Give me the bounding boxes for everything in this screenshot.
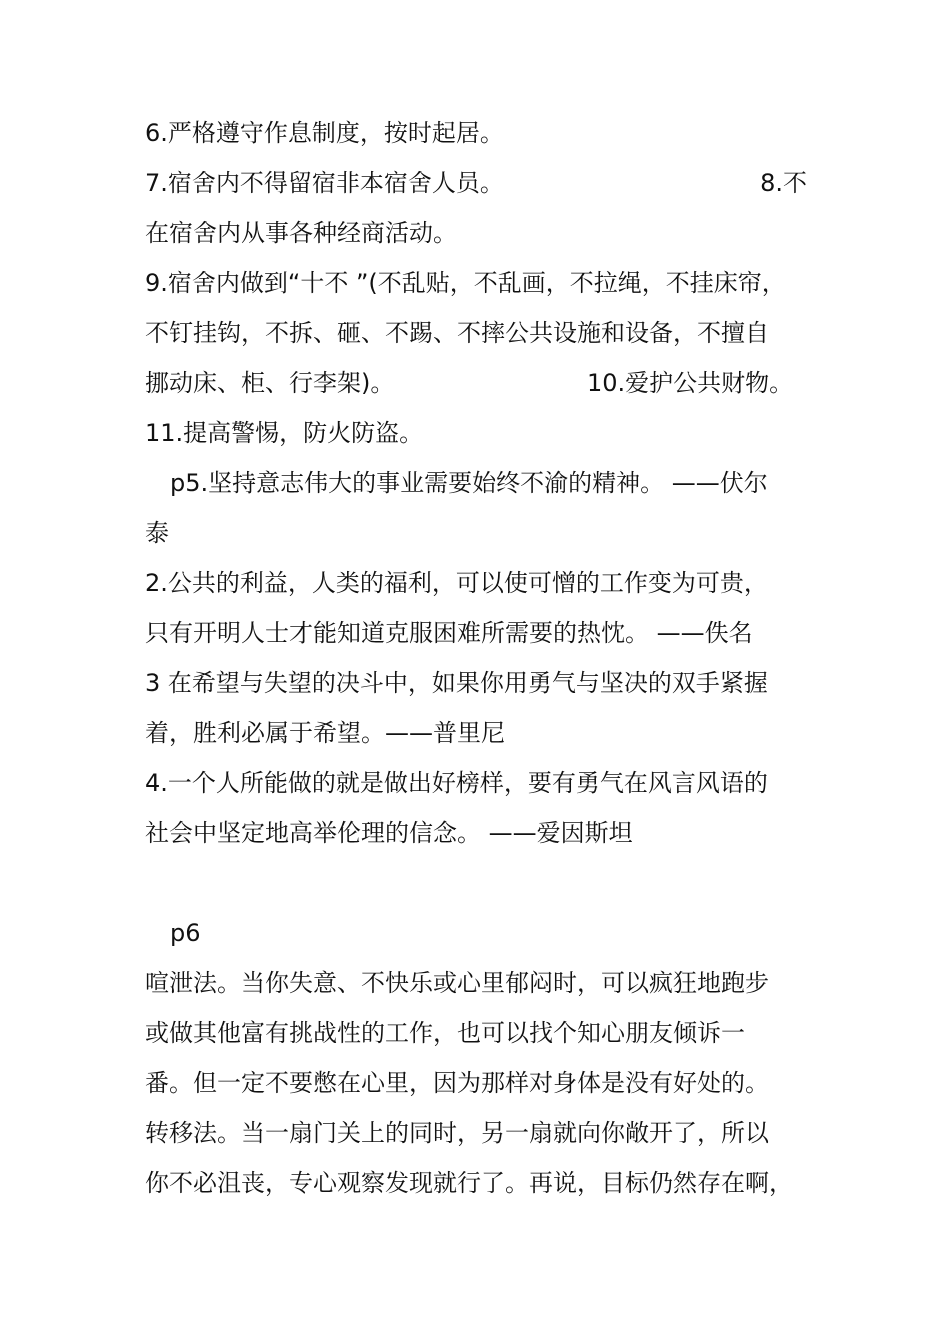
line-text: 3 在希望与失望的决斗中，如果你用勇气与坚决的双手紧握 [145,669,768,697]
line-text: 喧泄法。当你失意、不快乐或心里郁闷时，可以疯狂地跑步 [145,969,769,997]
text-line [145,513,807,553]
text-line [145,563,807,603]
text-line [145,463,807,503]
line-text: 社会中坚定地高举伦理的信念。 ——爱因斯坦 [145,819,633,847]
line-text: 8.不 [760,169,807,197]
text-line [145,113,807,153]
line-text: 10.爱护公共财物。 [587,369,794,397]
text-line [145,1163,807,1203]
line-text: 不钉挂钩，不拆、砸、不踢、不摔公共设施和设备，不擅自 [145,319,769,347]
line-text: 或做其他富有挑战性的工作，也可以找个知心朋友倾诉一 [145,1019,745,1047]
line-text: 你不必沮丧，专心观察发现就行了。再说，目标仍然存在啊， [145,1169,793,1197]
line-text: 番。但一定不要憋在心里，因为那样对身体是没有好处的。 [145,1069,769,1097]
text-line [145,413,807,453]
text-line [145,1113,807,1153]
text-line [145,1013,807,1053]
text-line [145,613,807,653]
line-text: 9.宿舍内做到“十不 ”(不乱贴，不乱画，不拉绳，不挂床帘， [145,269,786,297]
line-text: p6 [170,919,201,947]
text-line [145,813,807,853]
line-text: 4.一个人所能做的就是做出好榜样，要有勇气在风言风语的 [145,769,768,797]
line-text: 在宿舍内从事各种经商活动。 [145,219,457,247]
text-line [145,163,807,203]
text-line [145,213,807,253]
text-line [145,663,807,703]
text-line [145,963,807,1003]
text-line [145,763,807,803]
line-text: 泰 [145,519,169,547]
text-line [145,313,807,353]
line-text: p5.坚持意志伟大的事业需要始终不渝的精神。 ——伏尔 [170,469,768,497]
line-text: 只有开明人士才能知道克服困难所需要的热忱。 ——佚名 [145,619,753,647]
line-text: 转移法。当一扇门关上的同时，另一扇就向你敞开了，所以 [145,1119,769,1147]
line-text: 2.公共的利益，人类的福利，可以使可憎的工作变为可贵， [145,569,768,597]
text-line [145,363,807,403]
line-text: 7.宿舍内不得留宿非本宿舍人员。 [145,169,504,197]
text-line [145,263,807,303]
text-line [145,713,807,753]
line-text: 11.提高警惕，防火防盗。 [145,419,424,447]
line-text: 6.严格遵守作息制度，按时起居。 [145,119,504,147]
section-heading [145,913,807,953]
line-text: 挪动床、柜、行李架)。 [145,369,395,397]
text-line [145,1063,807,1103]
line-text: 着，胜利必属于希望。——普里尼 [145,719,505,747]
